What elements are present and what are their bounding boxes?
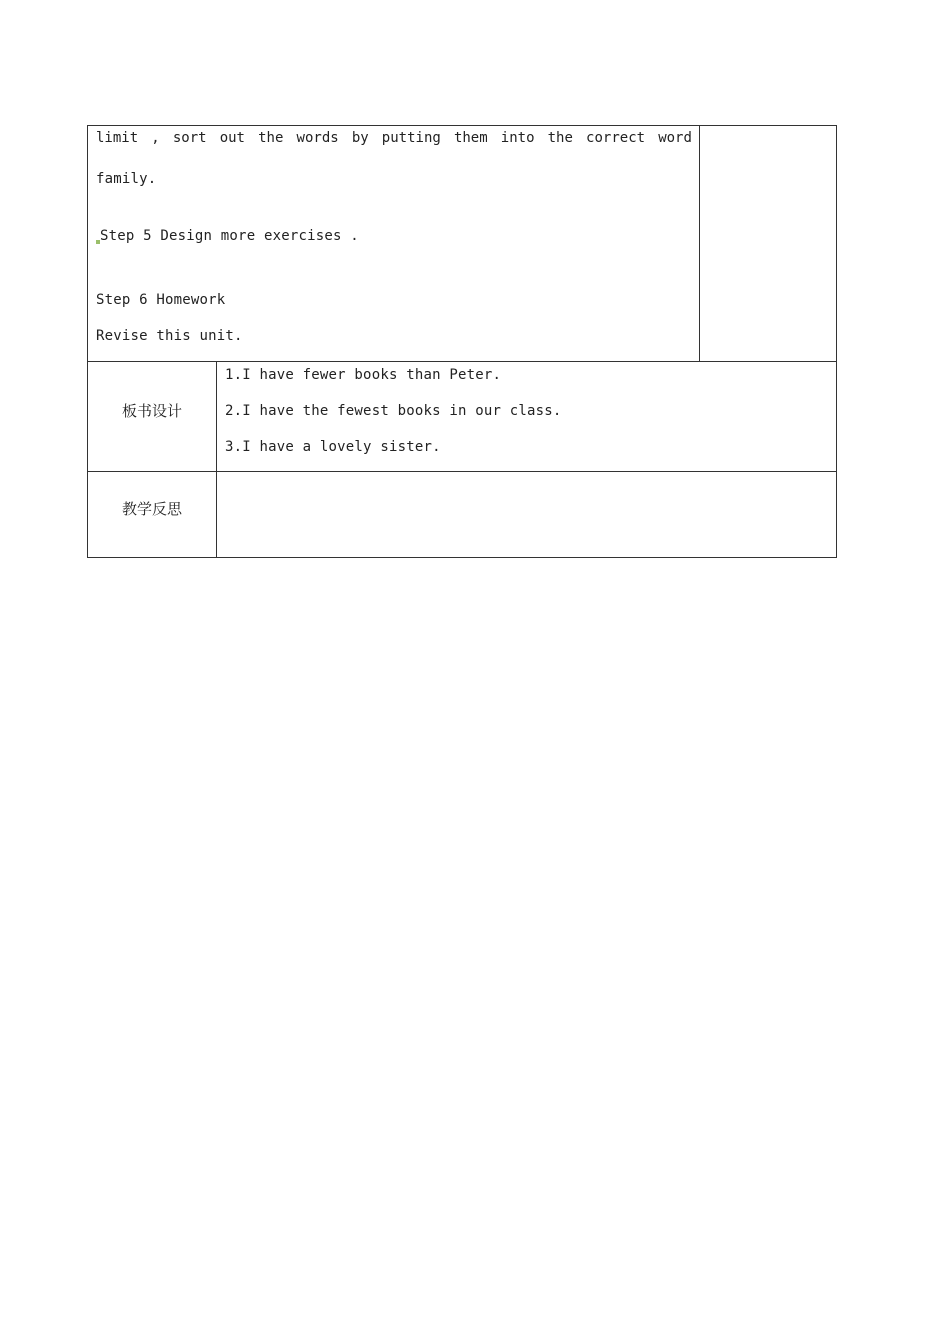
blackboard-line-2: 2.I have the fewest books in our class. [225,403,562,419]
word: sort [172,130,207,146]
word: limit [96,130,139,146]
reflection-label-cell [88,472,217,557]
blackboard-label: 板书设计 [121,402,182,420]
lesson-plan-table [87,125,837,558]
notes-cell [700,126,836,362]
word: out [219,130,245,146]
word: putting [381,130,441,146]
step-6-line: Step 6 Homework [96,292,226,308]
word: them [453,130,488,146]
word: word [658,130,692,146]
blackboard-content-cell [217,362,836,472]
reflection-content-cell [217,472,836,557]
procedure-cell [88,126,700,362]
blackboard-label-cell [88,362,217,472]
word: into [500,130,535,146]
procedure-line-2: family. [96,171,157,187]
word: by [351,130,369,146]
step-5-line [96,228,359,244]
revise-line: Revise this unit. [96,328,243,344]
word: correct [586,130,646,146]
word: the [258,130,284,146]
word: words [296,130,339,146]
word: , [151,130,160,146]
blackboard-line-3: 3.I have a lovely sister. [225,439,441,455]
step-5-text: Step 5 Design more exercises . [100,228,359,244]
procedure-line-1 [96,130,692,146]
reflection-label: 教学反思 [121,500,182,518]
word: the [547,130,573,146]
blackboard-line-1: 1.I have fewer books than Peter. [225,367,502,383]
